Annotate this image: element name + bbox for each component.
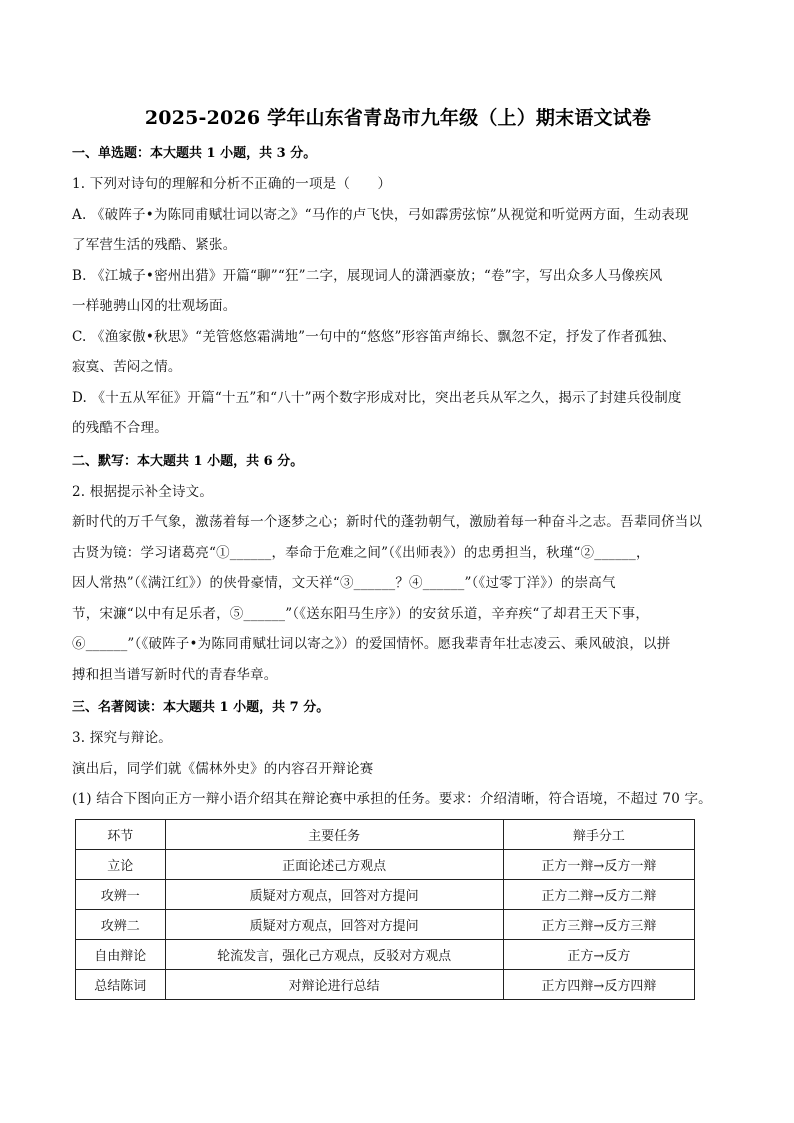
- table-cell: 正面论述己方观点: [165, 849, 503, 879]
- question-3-intro: 演出后，同学们就《儒林外史》的内容召开辩论赛: [72, 760, 374, 777]
- table-row: [76, 849, 695, 879]
- table-cell: 自由辩论: [76, 939, 166, 969]
- question-2-line-5: ⑥______”（《破阵子•为陈同甫赋壮词以寄之》）的爱国情怀。愿我辈青年壮志凌云、乘风破浪，以拼: [72, 636, 671, 652]
- table-cell: 攻辨一: [76, 879, 166, 909]
- table-cell: 质疑对方观点，回答对方提问: [165, 909, 503, 939]
- table-header-row: [76, 819, 695, 849]
- table-cell: 正方四辩→反方四辩: [503, 969, 694, 999]
- question-3-sub-1: (1) 结合下图向正方一辩小语介绍其在辩论赛中承担的任务。要求：介绍清晰，符合语境，不超过 70 字。: [72, 791, 712, 807]
- question-2-line-6: 搏和担当谱写新时代的青春华章。: [72, 666, 278, 683]
- table-cell: 正方→反方: [503, 939, 694, 969]
- table-cell: 正方二辩→反方二辩: [503, 879, 694, 909]
- question-2-line-1: 新时代的万千气象，激荡着每一个逐梦之心；新时代的蓬勃朝气，激励着每一种奋斗之志。吾辈同侪当以: [72, 514, 703, 530]
- table-cell: 正方一辩→反方一辩: [503, 849, 694, 879]
- table-row: [76, 879, 695, 909]
- table-row: [76, 939, 695, 969]
- table-header-cell: 辩手分工: [503, 819, 694, 849]
- option-a-line-1: A. 《破阵子•为陈同甫赋壮词以寄之》“马作的卢飞快，弓如霹雳弦惊”从视觉和听觉两方面，生动表现: [72, 206, 689, 223]
- option-a-line-2: 了军营生活的残酷、紧张。: [72, 237, 237, 253]
- table-cell: 正方三辩→反方三辩: [503, 909, 694, 939]
- section-heading-1: 一、单选题：本大题共 1 小题，共 3 分。: [72, 146, 317, 161]
- table-cell: 立论: [76, 849, 166, 879]
- option-c-line-1: C. 《渔家傲•秋思》“羌管悠悠霜满地”一句中的“悠悠”形容笛声绵长、飘忽不定，抒发了作者孤独、: [72, 328, 676, 345]
- question-2-stem: 2. 根据提示补全诗文。: [72, 483, 214, 500]
- section-heading-2: 二、默写：本大题共 1 小题，共 6 分。: [72, 453, 304, 469]
- table-row: [76, 909, 695, 939]
- question-2-line-3: 因人常热”（《满江红》）的侠骨豪情，文天祥“③______？④______”（《过零丁洋》）的崇高气: [72, 575, 616, 591]
- question-3-stem: 3. 探究与辩论。: [72, 730, 172, 746]
- option-b-line-1: B. 《江城子•密州出猎》开篇“聊”“狂”二字，展现词人的潇洒豪放；“卷”字，写出众多人马像疾风: [72, 267, 663, 284]
- table-cell: 总结陈词: [76, 969, 166, 999]
- table-header-cell: 环节: [76, 819, 166, 849]
- option-b-line-2: 一样驰骋山冈的壮观场面。: [72, 298, 237, 314]
- question-2-line-2: 古贤为镜：学习诸葛亮“①______，奉命于危难之间”（《出师表》）的忠勇担当，秋瑾“②______，: [72, 544, 650, 561]
- table-row: [76, 969, 695, 999]
- table-cell: 质疑对方观点，回答对方提问: [165, 879, 503, 909]
- table-cell: 攻辨二: [76, 909, 166, 939]
- option-c-line-2: 寂寞、苦闷之情。: [72, 359, 182, 375]
- exam-page: [72, 103, 724, 1000]
- option-d-line-1: D. 《十五从军征》开篇“十五”和“八十”两个数字形成对比，突出老兵从军之久，揭示了封建兵役制度: [72, 389, 682, 406]
- question-2-line-4: 节，宋濂“以中有足乐者，⑤______”（《送东阳马生序》）的安贫乐道，辛弃疾“了却君王天下事，: [72, 605, 650, 622]
- debate-table: [75, 819, 695, 1000]
- option-d-line-2: 的残酷不合理。: [72, 420, 168, 436]
- table-header-cell: 主要任务: [165, 819, 503, 849]
- table-cell: 轮流发言，强化己方观点，反驳对方观点: [165, 939, 503, 969]
- question-1-stem: 1. 下列对诗句的理解和分析不正确的一项是（ ）: [72, 176, 392, 192]
- section-heading-3: 三、名著阅读：本大题共 1 小题，共 7 分。: [72, 700, 330, 715]
- exam-title: 2025-2026 学年山东省青岛市九年级（上）期末语文试卷: [144, 107, 652, 129]
- table-cell: 对辩论进行总结: [165, 969, 503, 999]
